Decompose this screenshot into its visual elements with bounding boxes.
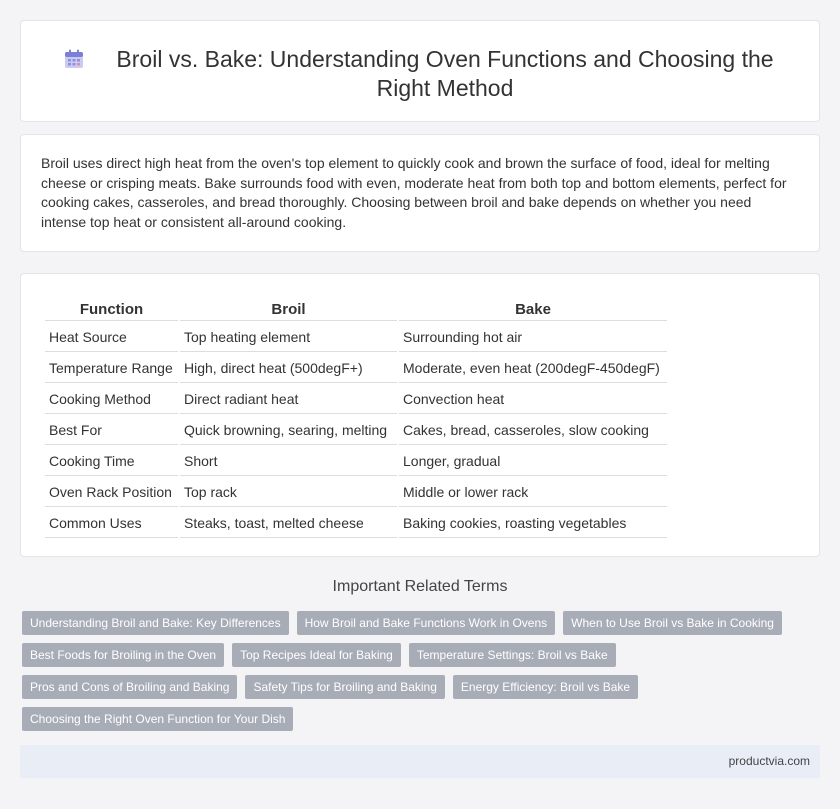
tag-row: [22, 611, 822, 635]
table-header-row: [45, 298, 667, 321]
table-cell: Surrounding hot air: [399, 323, 667, 352]
table-cell: Moderate, even heat (200degF-450degF): [399, 354, 667, 383]
related-tag[interactable]: Pros and Cons of Broiling and Baking: [22, 675, 237, 699]
related-tag[interactable]: Choosing the Right Oven Function for Your Dish: [22, 707, 293, 731]
comparison-table-card: [20, 273, 820, 557]
related-terms-tags: [22, 611, 822, 739]
table-cell: Quick browning, searing, melting: [180, 416, 397, 445]
footer: [20, 745, 820, 778]
related-tag[interactable]: Energy Efficiency: Broil vs Bake: [453, 675, 638, 699]
related-tag[interactable]: Understanding Broil and Bake: Key Differences: [22, 611, 289, 635]
page-title: Broil vs. Bake: Understanding Oven Functions and Choosing the Right Method: [116, 46, 774, 101]
table-row: [45, 509, 667, 538]
table-row: [45, 323, 667, 352]
table-cell: Temperature Range: [45, 354, 178, 383]
table-cell: Convection heat: [399, 385, 667, 414]
table-row: [45, 416, 667, 445]
comparison-table: [43, 296, 669, 540]
footer-site-link[interactable]: productvia.com: [728, 754, 810, 768]
table-cell: Heat Source: [45, 323, 178, 352]
table-cell: Steaks, toast, melted cheese: [180, 509, 397, 538]
related-tag[interactable]: Temperature Settings: Broil vs Bake: [409, 643, 616, 667]
table-cell: Short: [180, 447, 397, 476]
table-row: [45, 354, 667, 383]
tag-row: [22, 675, 822, 699]
table-cell: Top heating element: [180, 323, 397, 352]
table-cell: Best For: [45, 416, 178, 445]
intro-paragraph: Broil uses direct high heat from the oven's top element to quickly cook and brown the surface of food, ideal for melting cheese or crisping meats. Bake surrounds food with even, moderate heat from both top and bottom elements, perfect for cooking cakes, casseroles, and bread thoroughly. Choosing between broil and bake depends on whether you need intense top heat or consistent all-around cooking.: [41, 155, 787, 230]
tag-row: [22, 643, 822, 667]
intro-card: [20, 134, 820, 252]
table-cell: Top rack: [180, 478, 397, 507]
table-header-bake: Bake: [399, 298, 667, 321]
related-tag[interactable]: Best Foods for Broiling in the Oven: [22, 643, 224, 667]
tag-row: [22, 707, 822, 731]
table-cell: High, direct heat (500degF+): [180, 354, 397, 383]
table-cell: Oven Rack Position: [45, 478, 178, 507]
table-row: [45, 447, 667, 476]
table-cell: Common Uses: [45, 509, 178, 538]
table-cell: Cooking Time: [45, 447, 178, 476]
table-header-function: Function: [45, 298, 178, 321]
related-terms-title: Important Related Terms: [332, 578, 508, 595]
table-cell: Baking cookies, roasting vegetables: [399, 509, 667, 538]
table-row: [45, 385, 667, 414]
table-cell: Longer, gradual: [399, 447, 667, 476]
related-tag[interactable]: Safety Tips for Broiling and Baking: [245, 675, 444, 699]
related-tag[interactable]: When to Use Broil vs Bake in Cooking: [563, 611, 782, 635]
table-cell: Cakes, bread, casseroles, slow cooking: [399, 416, 667, 445]
related-tag[interactable]: How Broil and Bake Functions Work in Ovens: [297, 611, 556, 635]
related-tag[interactable]: Top Recipes Ideal for Baking: [232, 643, 401, 667]
table-cell: Middle or lower rack: [399, 478, 667, 507]
table-cell: Cooking Method: [45, 385, 178, 414]
table-cell: Direct radiant heat: [180, 385, 397, 414]
table-header-broil: Broil: [180, 298, 397, 321]
title-card: [20, 20, 820, 122]
table-row: [45, 478, 667, 507]
